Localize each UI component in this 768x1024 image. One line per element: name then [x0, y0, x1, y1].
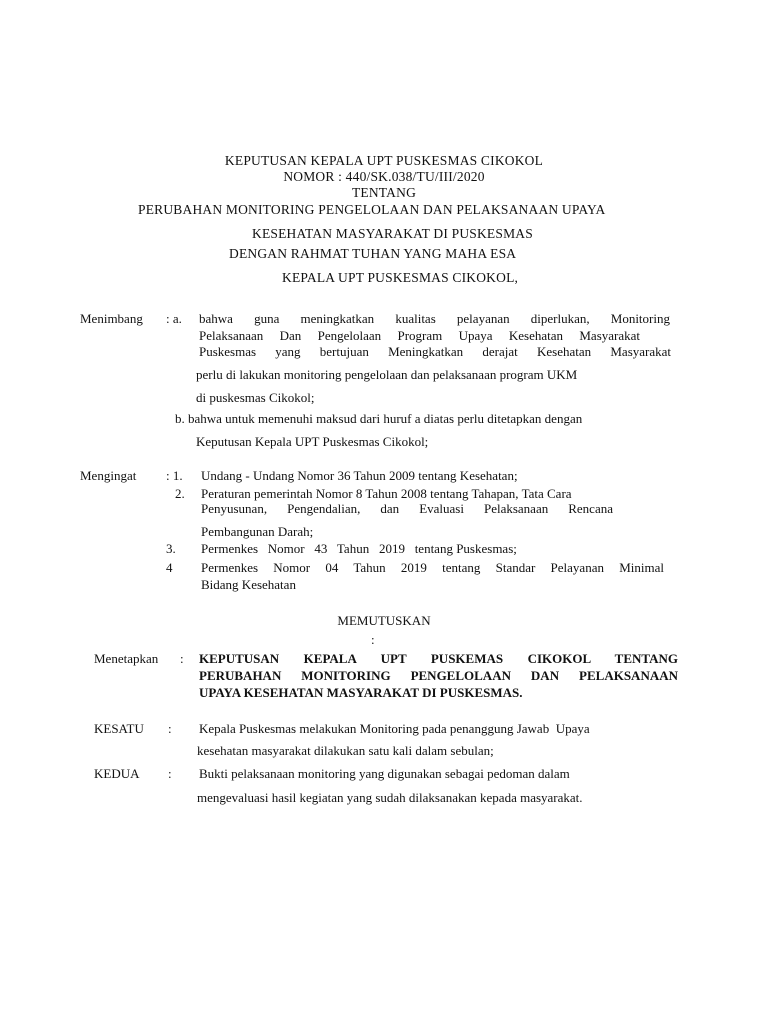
doc-invocation: DENGAN RAHMAT TUHAN YANG MAHA ESA: [229, 246, 517, 261]
kedua-line2: mengevaluasi hasil kegiatan yang sudah dilaksanakan kepada masyarakat.: [197, 790, 583, 805]
kesatu-colon: :: [168, 721, 172, 736]
mengingat-marker-1: : 1.: [166, 468, 183, 483]
kedua-label: KEDUA: [94, 766, 140, 781]
mengingat-item-3: Permenkes Nomor 43 Tahun 2019 tentang Puskesmas;: [201, 541, 517, 556]
mengingat-label: Mengingat: [80, 468, 137, 483]
menimbang-a-line: Pelaksanaan Dan Pengelolaan Program Upaya Kesehatan Masyarakat: [199, 328, 640, 343]
menetapkan-colon: :: [180, 651, 184, 666]
doc-issuer: KEPALA UPT PUSKESMAS CIKOKOL,: [282, 270, 519, 285]
menimbang-b-line1: b. bahwa untuk memenuhi maksud dari huruf a diatas perlu ditetapkan dengan: [175, 411, 583, 426]
doc-subject-line1: PERUBAHAN MONITORING PENGELOLAAN DAN PELAKSANAAN UPAYA: [138, 202, 606, 217]
mengingat-item-4-line: Bidang Kesehatan: [201, 577, 296, 592]
kesatu-label: KESATU: [94, 721, 144, 736]
kesatu-line1: Kepala Puskesmas melakukan Monitoring pada penanggung Jawab Upaya: [199, 721, 590, 736]
doc-subject-line2: KESEHATAN MASYARAKAT DI PUSKESMAS: [252, 226, 533, 241]
doc-number: NOMOR : 440/SK.038/TU/III/2020: [283, 169, 485, 184]
menetapkan-line: KEPUTUSAN KEPALA UPT PUSKEMAS CIKOKOL TENTANG: [199, 651, 678, 666]
mengingat-marker-3: 3.: [166, 541, 176, 556]
menimbang-a-line: bahwa guna meningkatkan kualitas pelayanan diperlukan, Monitoring: [199, 311, 670, 326]
doc-tentang: TENTANG: [351, 185, 417, 200]
memutuskan-title: MEMUTUSKAN: [337, 613, 431, 628]
kedua-line1: Bukti pelaksanaan monitoring yang digunakan sebagai pedoman dalam: [199, 766, 570, 781]
menimbang-b-line2: Keputusan Kepala UPT Puskesmas Cikokol;: [196, 434, 429, 449]
menimbang-marker-a: : a.: [166, 311, 182, 326]
menimbang-a-line: di puskesmas Cikokol;: [196, 390, 315, 405]
menimbang-a-line: perlu di lakukan monitoring pengelolaan dan pelaksanaan program UKM: [196, 367, 578, 382]
menimbang-label: Menimbang: [80, 311, 143, 326]
mengingat-item-1: Undang - Undang Nomor 36 Tahun 2009 tentang Kesehatan;: [201, 468, 518, 483]
mengingat-marker-4: 4: [166, 560, 173, 575]
menetapkan-line: PERUBAHAN MONITORING PENGELOLAAN DAN PELAKSANAAN: [199, 668, 678, 683]
menimbang-a-line: Puskesmas yang bertujuan Meningkatkan derajat Kesehatan Masyarakat: [199, 344, 671, 359]
menetapkan-label: Menetapkan: [94, 651, 159, 666]
kesatu-line2: kesehatan masyarakat dilakukan satu kali dalam sebulan;: [197, 743, 494, 758]
menetapkan-line: UPAYA KESEHATAN MASYARAKAT DI PUSKESMAS.: [199, 685, 523, 700]
mengingat-item-2-line: Pembangunan Darah;: [201, 524, 314, 539]
doc-title: KEPUTUSAN KEPALA UPT PUSKESMAS CIKOKOL: [224, 153, 544, 168]
memutuskan-colon: :: [371, 632, 375, 647]
mengingat-item-4-line: Permenkes Nomor 04 Tahun 2019 tentang Standar Pelayanan Minimal: [201, 560, 664, 575]
mengingat-item-2-line: Penyusunan, Pengendalian, dan Evaluasi Pelaksanaan Rencana: [201, 501, 613, 516]
kedua-colon: :: [168, 766, 172, 781]
mengingat-item-2-line: Peraturan pemerintah Nomor 8 Tahun 2008 tentang Tahapan, Tata Cara: [201, 486, 572, 501]
mengingat-marker-2: 2.: [175, 486, 185, 501]
